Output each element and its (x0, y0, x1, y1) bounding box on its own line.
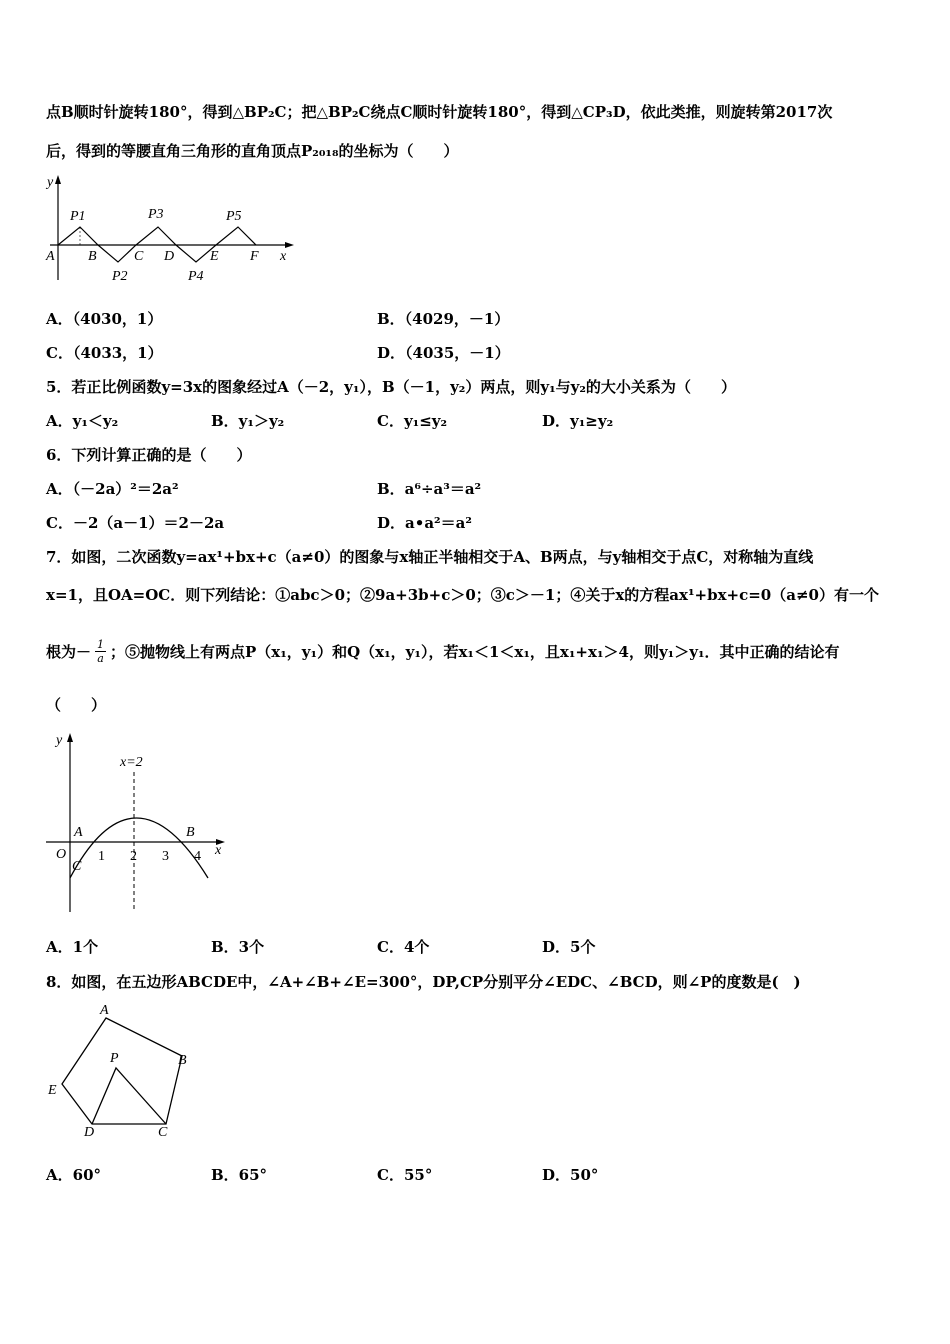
q4-label-a: A (46, 249, 55, 264)
q7-origin-label: O (56, 847, 67, 862)
q7-figure (44, 728, 230, 916)
q6-option-b: B．a⁶÷a³＝a² (377, 480, 482, 498)
q7-tick-1: 1 (98, 849, 105, 864)
q7-label-b: B (186, 825, 195, 840)
q4-label-b: B (88, 249, 97, 264)
q7-option-a: A．1个 (46, 938, 99, 956)
q7-label-c: C (72, 859, 82, 874)
q4-label-p2: P2 (112, 269, 128, 284)
q8-label-b: B (178, 1053, 187, 1068)
q7-tick-2: 2 (130, 849, 137, 864)
q4-label-p3: P3 (148, 207, 164, 222)
q7-text-line3 (46, 638, 840, 665)
q8-label-a: A (100, 1003, 109, 1018)
q7-fraction (95, 638, 106, 665)
q8-label-c: C (158, 1125, 168, 1140)
q4-text-line1: 点B顺时针旋转180°，得到△BP₂C；把△BP₂C绕点C顺时针旋转180°，得到△CP₃D，依此类推，则旋转第2017次 (46, 103, 833, 121)
q5-option-d: D．y₁≥y₂ (542, 412, 614, 430)
q7-label-a: A (74, 825, 83, 840)
q8-option-d: D．50° (542, 1166, 599, 1184)
q7-fraction-numerator: 1 (97, 638, 105, 651)
q4-label-p4: P4 (188, 269, 204, 284)
q6-option-a: A．（－2a）²＝2a² (46, 480, 179, 498)
q8-text: 8．如图，在五边形ABCDE中，∠A+∠B+∠E=300°，DP,CP分别平分∠EDC、∠BCD，则∠P的度数是( ) (46, 973, 801, 991)
q4-label-d: D (164, 249, 175, 264)
q6-option-c: C．－2（a－1）＝2－2a (46, 514, 225, 532)
q7-fraction-denominator: a (97, 652, 104, 665)
q8-label-e: E (48, 1083, 57, 1098)
q7-option-b: B．3个 (211, 938, 265, 956)
q8-label-p: P (110, 1051, 119, 1066)
q8-option-a: A．60° (46, 1166, 102, 1184)
q7-option-d: D．5个 (542, 938, 596, 956)
q8-figure (44, 1000, 204, 1140)
q6-option-d: D．a•a²＝a² (377, 514, 472, 532)
q4-label-p5: P5 (226, 209, 242, 224)
q4-label-c: C (134, 249, 144, 264)
q8-label-d: D (84, 1125, 95, 1140)
q8-option-b: B．65° (211, 1166, 268, 1184)
q8-option-c: C．55° (377, 1166, 433, 1184)
q5-option-b: B．y₁＞y₂ (211, 412, 285, 430)
q4-option-d: D．（4035，－1） (377, 344, 510, 362)
q7-text-line1: 7．如图，二次函数y=ax¹+bx+c（a≠0）的图象与x轴正半轴相交于A、B两点，与y轴相交于点C，对称轴为直线 (46, 548, 814, 566)
q7-text-line2: x=1，且OA=OC．则下列结论：①abc＞0；②9a+3b+c＞0；③c＞－1；④关于x的方程ax¹+bx+c=0（a≠0）有一个 (46, 586, 879, 604)
q4-text-line2: 后，得到的等腰直角三角形的直角顶点P₂₀₁₈的坐标为（ ） (46, 142, 459, 160)
q4-option-a: A．（4030，1） (46, 310, 163, 328)
q5-option-c: C．y₁≤y₂ (377, 412, 448, 430)
q7-axis-y-label: y (56, 733, 63, 748)
q4-axis-x-label: x (280, 249, 287, 264)
q7-axis-x-label: x (215, 843, 222, 858)
q4-figure (44, 172, 296, 288)
q5-text: 5．若正比例函数y=3x的图象经过A（－2，y₁），B（－1，y₂）两点，则y₁与y₂的大小关系为（ ） (46, 378, 736, 396)
q7-tick-3: 3 (162, 849, 169, 864)
q7-text-line4: （ ） (46, 696, 107, 714)
q4-axis-y-label: y (47, 175, 54, 190)
q7-line3-rest: ；⑤抛物线上有两点P（x₁，y₁）和Q（x₁，y₁），若x₁＜1＜x₁，且x₁+x₁＞4，则y₁＞y₁．其中正确的结论有 (110, 643, 840, 661)
q4-option-b: B．（4029，－1） (377, 310, 510, 328)
q4-label-f: F (250, 249, 259, 264)
q5-option-a: A．y₁＜y₂ (46, 412, 119, 430)
q7-option-c: C．4个 (377, 938, 430, 956)
q4-label-e: E (210, 249, 219, 264)
q4-option-c: C．（4033，1） (46, 344, 163, 362)
q7-line3-prefix: 根为－ (46, 643, 92, 661)
q4-label-p1: P1 (70, 209, 86, 224)
q7-symmetry-label: x=2 (120, 755, 143, 770)
q6-text: 6．下列计算正确的是（ ） (46, 446, 252, 464)
q7-tick-4: 4 (194, 849, 201, 864)
